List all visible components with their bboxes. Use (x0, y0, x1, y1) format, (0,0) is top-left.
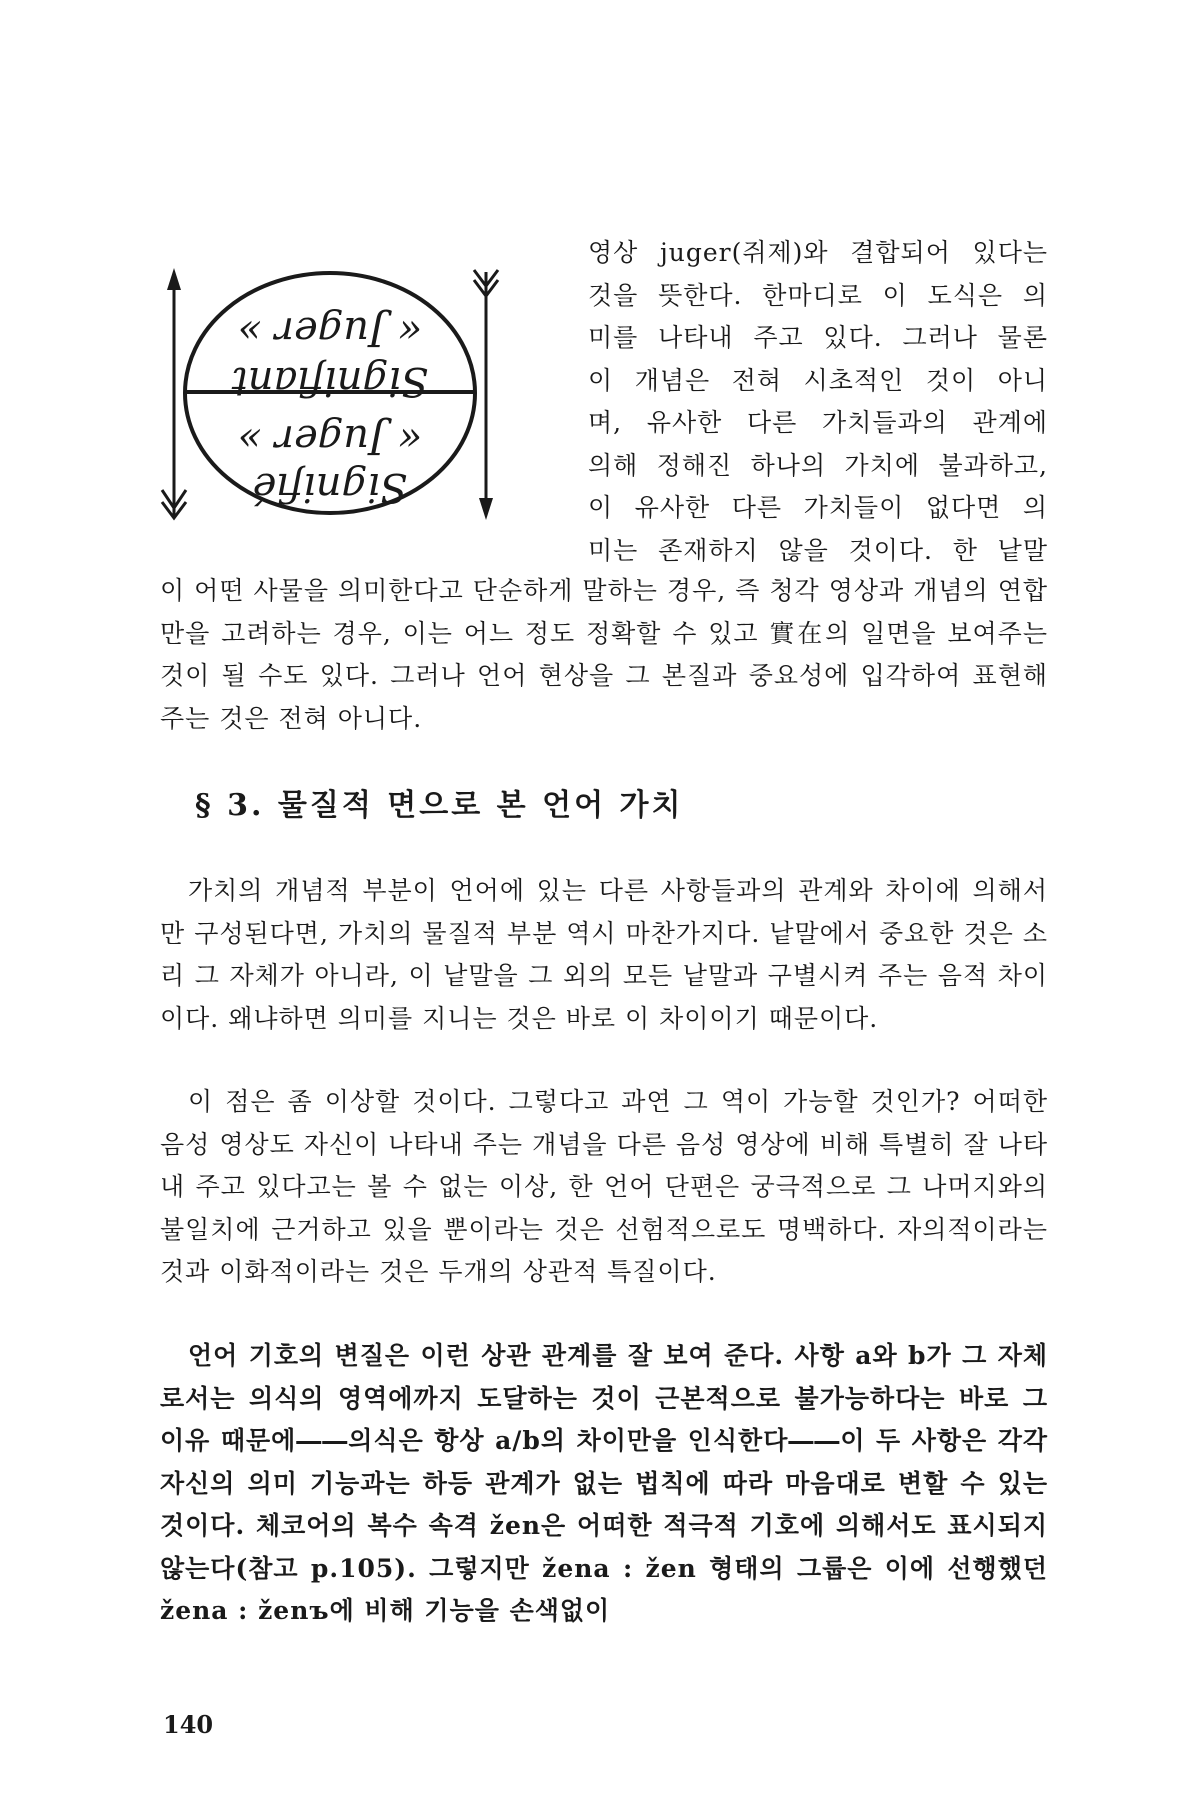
wrap-line: 미는 존재하지 않을 것이다. 한 낱말 (588, 535, 1048, 565)
wrap-line: 영상 juger(쥐제)와 결합되어 있다는 (588, 238, 1048, 267)
wrap-line: 이 개념은 전혀 시초적인 것이 아니 (588, 365, 1048, 395)
wrap-line: 미를 나타내 주고 있다. 그러나 물론 (588, 323, 1048, 352)
right-arrow-icon (474, 270, 498, 520)
figure-bottom-label: « Juger » (237, 416, 423, 462)
section-heading: § 3. 물질적 면으로 본 언어 가치 (195, 788, 684, 823)
wrap-line: 의해 정해진 하나의 가치에 불과하고, (588, 450, 1048, 480)
paragraph-continuation: 이 어떤 사물을 의미한다고 단순하게 말하는 경우, 즉 청각 영상과 개념의 연합만을 고려하는 경우, 이는 어느 정도 정확할 수 있고 實在의 일면을 보여주는 것이 될 수도 있다. 그러나 언어 현상을 그 본질과 중요성에 입각하여 표현해 주는 것은 전혀 아니다. (160, 576, 1048, 733)
left-arrow-icon (162, 268, 186, 518)
paragraph: 언어 기호의 변질은 이런 상관 관계를 잘 보여 준다. 사항 a와 b가 그 자체로서는 의식의 영역에까지 도달하는 것이 근본적으로 불가능하다는 바로 그 이유 때문에――의식은 항상 a/b의 차이만을 인식한다――이 두 사항은 각각 자신의 의미 기능과는 하등 관계가 없는 법칙에 따라 마음대로 변할 수 있는 것이다. 체코어의 복수 속격 žen은 어떠한 적극적 기호에 의해서도 표시되지 않는다(참고 p.105). 그렇지만 žena : žen 형태의 그룹은 이에 선행했던 žena : ženъ에 비해 기능을 손색없이 (160, 1341, 1048, 1625)
wrap-line: 이 유사한 다른 가치들이 없다면 의 (588, 493, 1048, 522)
wrap-line: 며, 유사한 다른 가치들과의 관계에 (588, 408, 1048, 437)
page-number: 140 (163, 1710, 214, 1739)
sign-diagram (160, 258, 580, 528)
wrap-line: 것을 뜻한다. 한마디로 이 도식은 의 (588, 280, 1048, 310)
figure-top-label: « Juger » (237, 308, 423, 354)
paragraph: 가치의 개념적 부분이 언어에 있는 다른 사항들과의 관계와 차이에 의해서만 구성된다면, 가치의 물질적 부분 역시 마찬가지다. 낱말에서 중요한 것은 소리 그 자체가 아니라, 이 낱말을 그 외의 모든 낱말과 구별시켜 주는 음적 차이이다. 왜냐하면 의미를 지니는 것은 바로 이 차이이기 때문이다. (160, 876, 1048, 1033)
figure-side-text (588, 232, 1048, 572)
paragraph: 이 점은 좀 이상할 것이다. 그렇다고 과연 그 역이 가능할 것인가? 어떠한 음성 영상도 자신이 나타내 주는 개념을 다른 음성 영상에 비해 특별히 잘 나타내 주고 있다고는 볼 수 없는 이상, 한 언어 단편은 궁극적으로 그 나머지와의 불일치에 근거하고 있을 뿐이라는 것은 선험적으로도 명백하다. 자의적이라는 것과 이화적이라는 것은 두개의 상관적 특질이다. (160, 1087, 1048, 1286)
figure-bottom-caption: Signifié (252, 464, 408, 510)
sign-diagram-svg (160, 258, 580, 528)
figure-top-caption: Signifiant (231, 358, 429, 404)
